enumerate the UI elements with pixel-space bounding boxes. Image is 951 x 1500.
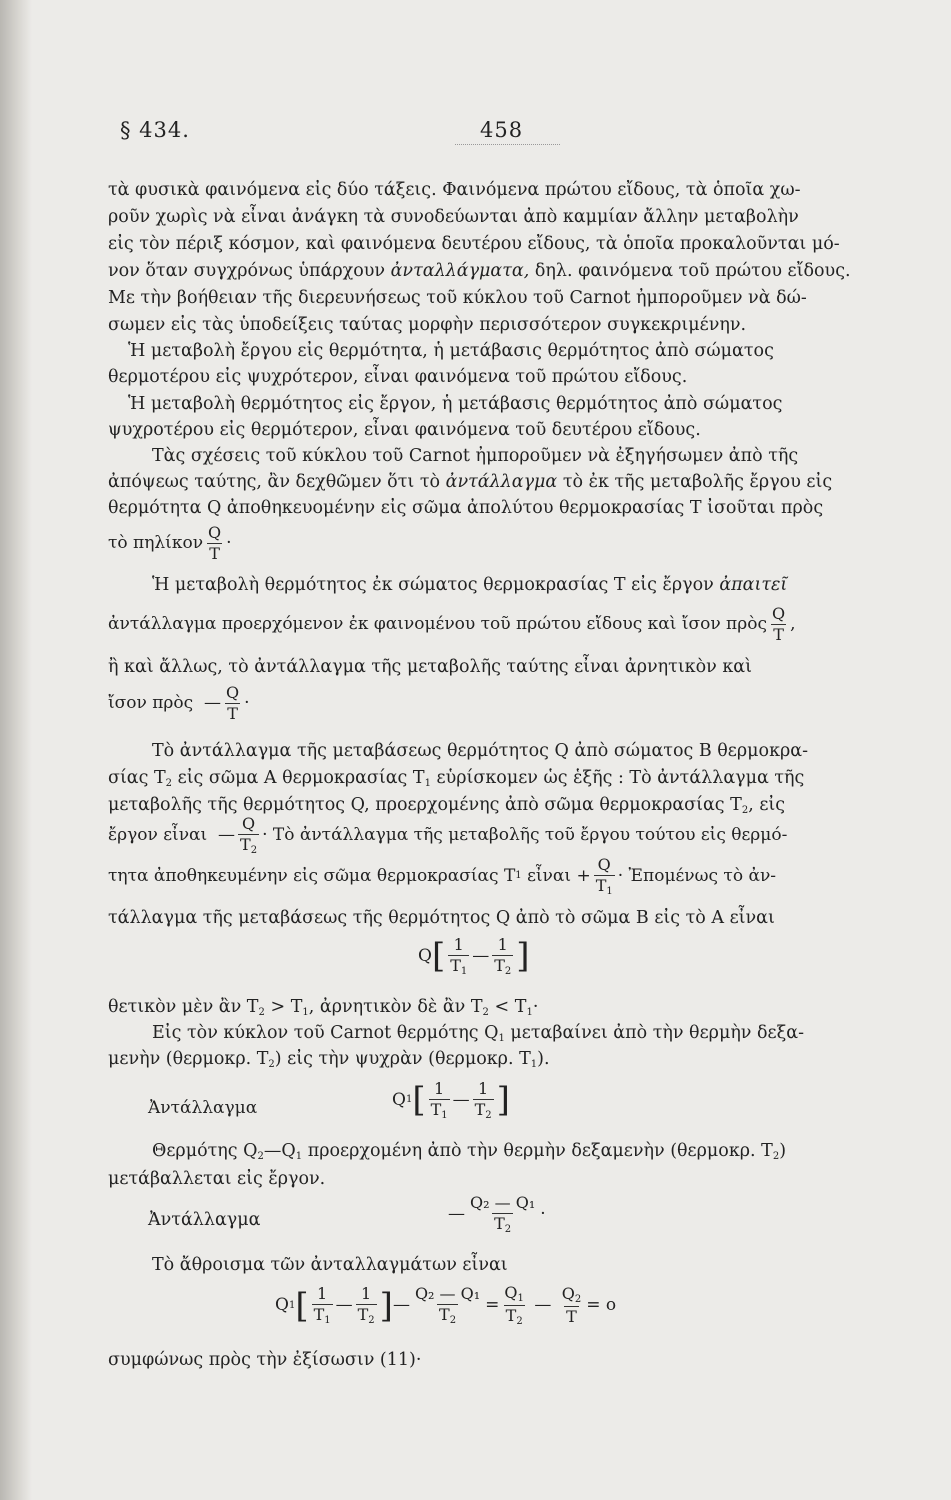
formula-line: ἀντάλλαγμα προερχόμενον ἐκ φαινομένου τοῦ πρώτου εἴδους καὶ ἴσον πρὸς $\frac{Q}{T}$ , bbox=[108, 604, 796, 644]
text-line: εἰς τὸν πέριξ κόσμον, καὶ φαινόμενα δευτέρου εἴδους, τὰ ὁποῖα προκαλοῦνται μό- bbox=[108, 234, 840, 254]
formula-exchange-difference: — $\frac{\text{Q₂ — Q₁}}{T_2}$ · bbox=[448, 1193, 546, 1235]
text-line: θερμοτέρου εἰς ψυχρότερον, εἶναι φαινόμενα τοῦ πρώτου εἴδους. bbox=[108, 367, 688, 387]
text-line: θετικὸν μὲν ἂν $T_2 > T_1$, ἀρνητικὸν δὲ ἂν $T_2 < T_1\cdot$ bbox=[108, 997, 539, 1018]
text-line: μεταβολῆς τῆς θερμότητος Q, προερχομένης ἀπὸ σῶμα θερμοκρασίας $T_2$, εἰς bbox=[108, 795, 786, 816]
formula-line: τητα ἀποθηκευμένην εἰς σῶμα θερμοκρασίας T 1 εἶναι + $\frac{Q}{T_1}$ · Ἐπομένως τὸ ἀν- bbox=[108, 855, 777, 897]
text-line: ψυχροτέρου εἰς θερμότερον, εἶναι φαινόμενα τοῦ δευτέρου εἴδους. bbox=[108, 420, 701, 440]
formula-sum-of-exchanges: Q 1 [ $\frac{1}{T_1}$ — $\frac{1}{T_2}$ ] — $\frac{\text{Q₂ — Q₁}}{T_2}$ = $\frac{Q_1}{T_2}$ — $\frac{Q_2}{T}$ = o bbox=[275, 1283, 617, 1327]
text-line: Τὸ ἄθροισμα τῶν ἀνταλλαγμάτων εἶναι bbox=[152, 1255, 508, 1275]
section-number: § 434. bbox=[120, 118, 190, 142]
text-line: σίας $T_2$ εἰς σῶμα A θερμοκρασίας $T_1$ εὑρίσκομεν ὡς ἑξῆς : Τὸ ἀντάλλαγμα τῆς bbox=[108, 768, 805, 789]
formula-exchange-q1: Q 1 [ $\frac{1}{T_1}$ — $\frac{1}{T_2}$ ] bbox=[392, 1079, 510, 1121]
formula-line: ἴσον πρὸς — $\frac{Q}{T}$ · bbox=[108, 683, 250, 723]
text-line: Με τὴν βοήθειαν τῆς διερευνήσεως τοῦ κύκλου τοῦ Carnot ἠμποροῦμεν νὰ δώ- bbox=[108, 288, 807, 308]
fraction-q-over-t1: $\frac{Q}{T_1}$ bbox=[595, 855, 613, 897]
text-line: Τὸ ἀντάλλαγμα τῆς μεταβάσεως θερμότητος Q ἀπὸ σώματος B θερμοκρα- bbox=[152, 741, 809, 761]
text-line: τάλλαγμα τῆς μεταβάσεως τῆς θερμότητος Q ἀπὸ τὸ σῶμα B εἰς τὸ A εἶναι bbox=[108, 908, 775, 928]
formula-line: τὸ πηλίκον $\frac{Q}{T}$ · bbox=[108, 523, 232, 563]
text-line: θερμότητα Q ἀποθηκευομένην εἰς σῶμα ἀπολύτου θερμοκρασίας T ἰσοῦται πρὸς bbox=[108, 498, 824, 518]
text-line: τὰ φυσικὰ φαινόμενα εἰς δύο τάξεις. Φαινόμενα πρώτου εἴδους, τὰ ὁποῖα χω- bbox=[108, 180, 801, 200]
fraction-q-over-t: $\frac{Q}{T}$ bbox=[771, 604, 786, 644]
text-line: Θερμότης $Q_2—Q_1$ προερχομένη ἀπὸ τὴν θερμὴν δεξαμενὴν (θερμοκρ. $T_2$) bbox=[152, 1141, 787, 1162]
text-line: Ἀντάλλαγμα bbox=[148, 1098, 258, 1118]
text-line: ροῦν χωρὶς νὰ εἶναι ἀνάγκη τὰ συνοδεύωνται ἀπὸ καμμίαν ἄλλην μεταβολὴν bbox=[108, 207, 799, 227]
formula-line: ἔργον εἶναι — $\frac{Q}{T_2}$ · Τὸ ἀντάλλαγμα τῆς μεταβολῆς τοῦ ἔργου τούτου εἰς θερμό- bbox=[108, 814, 788, 856]
text-line: μετάβαλλεται εἰς ἔργον. bbox=[108, 1169, 326, 1189]
text-line: Εἰς τὸν κύκλον τοῦ Carnot θερμότης $Q_1$ μεταβαίνει ἀπὸ τὴν θερμὴν δεξα- bbox=[152, 1023, 804, 1044]
text-line: Ἡ μεταβολὴ θερμότητος ἐκ σώματος θερμοκρασίας T εἰς ἔργον ἀπαιτεῖ bbox=[152, 575, 788, 595]
text-line: συμφώνως πρὸς τὴν ἐξίσωσιν (11)· bbox=[108, 1350, 422, 1370]
text-line: Ἡ μεταβολὴ ἔργου εἰς θερμότητα, ἡ μετάβασις θερμότητος ἀπὸ σώματος bbox=[128, 341, 774, 361]
text-line: νον ὅταν συγχρόνως ὑπάρχουν ἀνταλλάγματα, δηλ. φαινόμενα τοῦ πρώτου εἴδους. bbox=[108, 261, 851, 281]
formula-exchange-value: Q [ $\frac{1}{T_1}$ — $\frac{1}{T_2}$ ] bbox=[418, 935, 530, 977]
text-line: μενὴν (θερμοκρ. $T_2$) εἰς τὴν ψυχρὰν (θερμοκρ. $T_1$). bbox=[108, 1049, 550, 1070]
page-binding-shadow bbox=[0, 0, 32, 1500]
fraction-q-over-t: $\frac{Q}{T}$ bbox=[208, 523, 222, 563]
fraction-q-over-t: $\frac{Q}{T}$ bbox=[225, 683, 240, 723]
fraction-q-over-t2: $\frac{Q}{T_2}$ bbox=[240, 814, 258, 856]
page-number: 458 bbox=[480, 118, 524, 142]
text-line: ἀπόψεως ταύτης, ἂν δεχθῶμεν ὅτι τὸ ἀντάλλαγμα τὸ ἐκ τῆς μεταβολῆς ἔργου εἰς bbox=[108, 472, 833, 492]
text-line: Ἀντάλλαγμα bbox=[148, 1210, 261, 1230]
text-line: ἢ καὶ ἄλλως, τὸ ἀντάλλαγμα τῆς μεταβολῆς ταύτης εἶναι ἀρνητικὸν καὶ bbox=[108, 657, 752, 677]
text-line: Τὰς σχέσεις τοῦ κύκλου τοῦ Carnot ἠμποροῦμεν νὰ ἐξηγήσωμεν ἀπὸ τῆς bbox=[152, 446, 799, 466]
text-line: Ἡ μεταβολὴ θερμότητος εἰς ἔργον, ἡ μετάβασις θερμότητος ἀπὸ σώματος bbox=[128, 394, 783, 414]
header-rule bbox=[455, 144, 560, 149]
text-line: σωμεν εἰς τὰς ὑποδείξεις ταύτας μορφὴν περισσότερον συγκεκριμένην. bbox=[108, 315, 747, 335]
